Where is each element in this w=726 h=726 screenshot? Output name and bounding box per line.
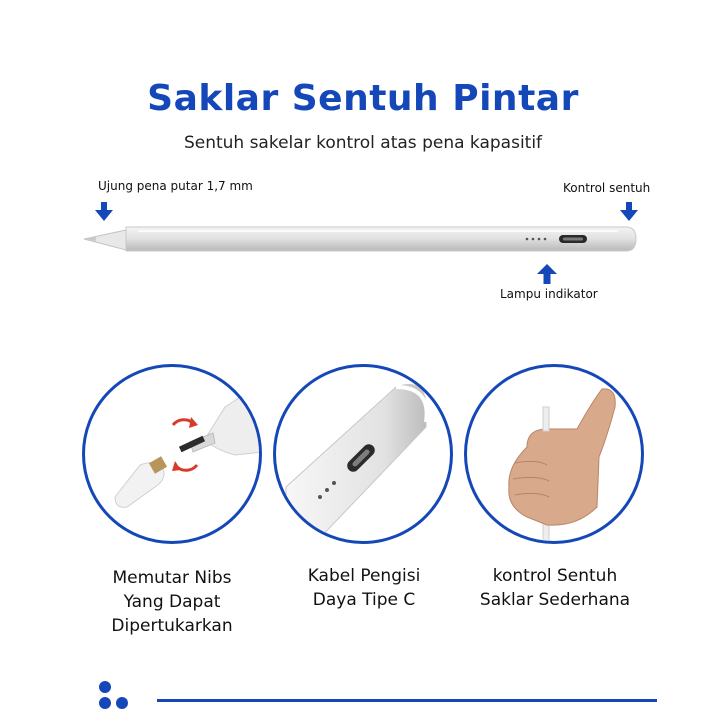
- nib-swap-image: [82, 364, 262, 544]
- stylus-pen-image: [0, 210, 726, 270]
- decorative-dot: [99, 697, 111, 709]
- page-title: Saklar Sentuh Pintar: [147, 78, 579, 119]
- indicator-label: Lampu indikator: [500, 287, 598, 301]
- decorative-line: [157, 699, 657, 702]
- touch-label: Kontrol sentuh: [563, 181, 651, 195]
- decorative-dot: [99, 681, 111, 693]
- feature-caption: Memutar Nibs Yang Dapat Dipertukarkan: [111, 568, 233, 636]
- type-c-port-image: [273, 364, 453, 544]
- page-subtitle: Sentuh sakelar kontrol atas pena kapasitif: [183, 133, 543, 153]
- tip-label: Ujung pena putar 1,7 mm: [98, 179, 253, 193]
- feature-caption: kontrol Sentuh Saklar Sederhana: [479, 566, 631, 610]
- decorative-dot: [116, 697, 128, 709]
- feature-caption: Kabel Pengisi Daya Tipe C: [307, 566, 421, 610]
- hand-holding-pen-image: [464, 364, 644, 544]
